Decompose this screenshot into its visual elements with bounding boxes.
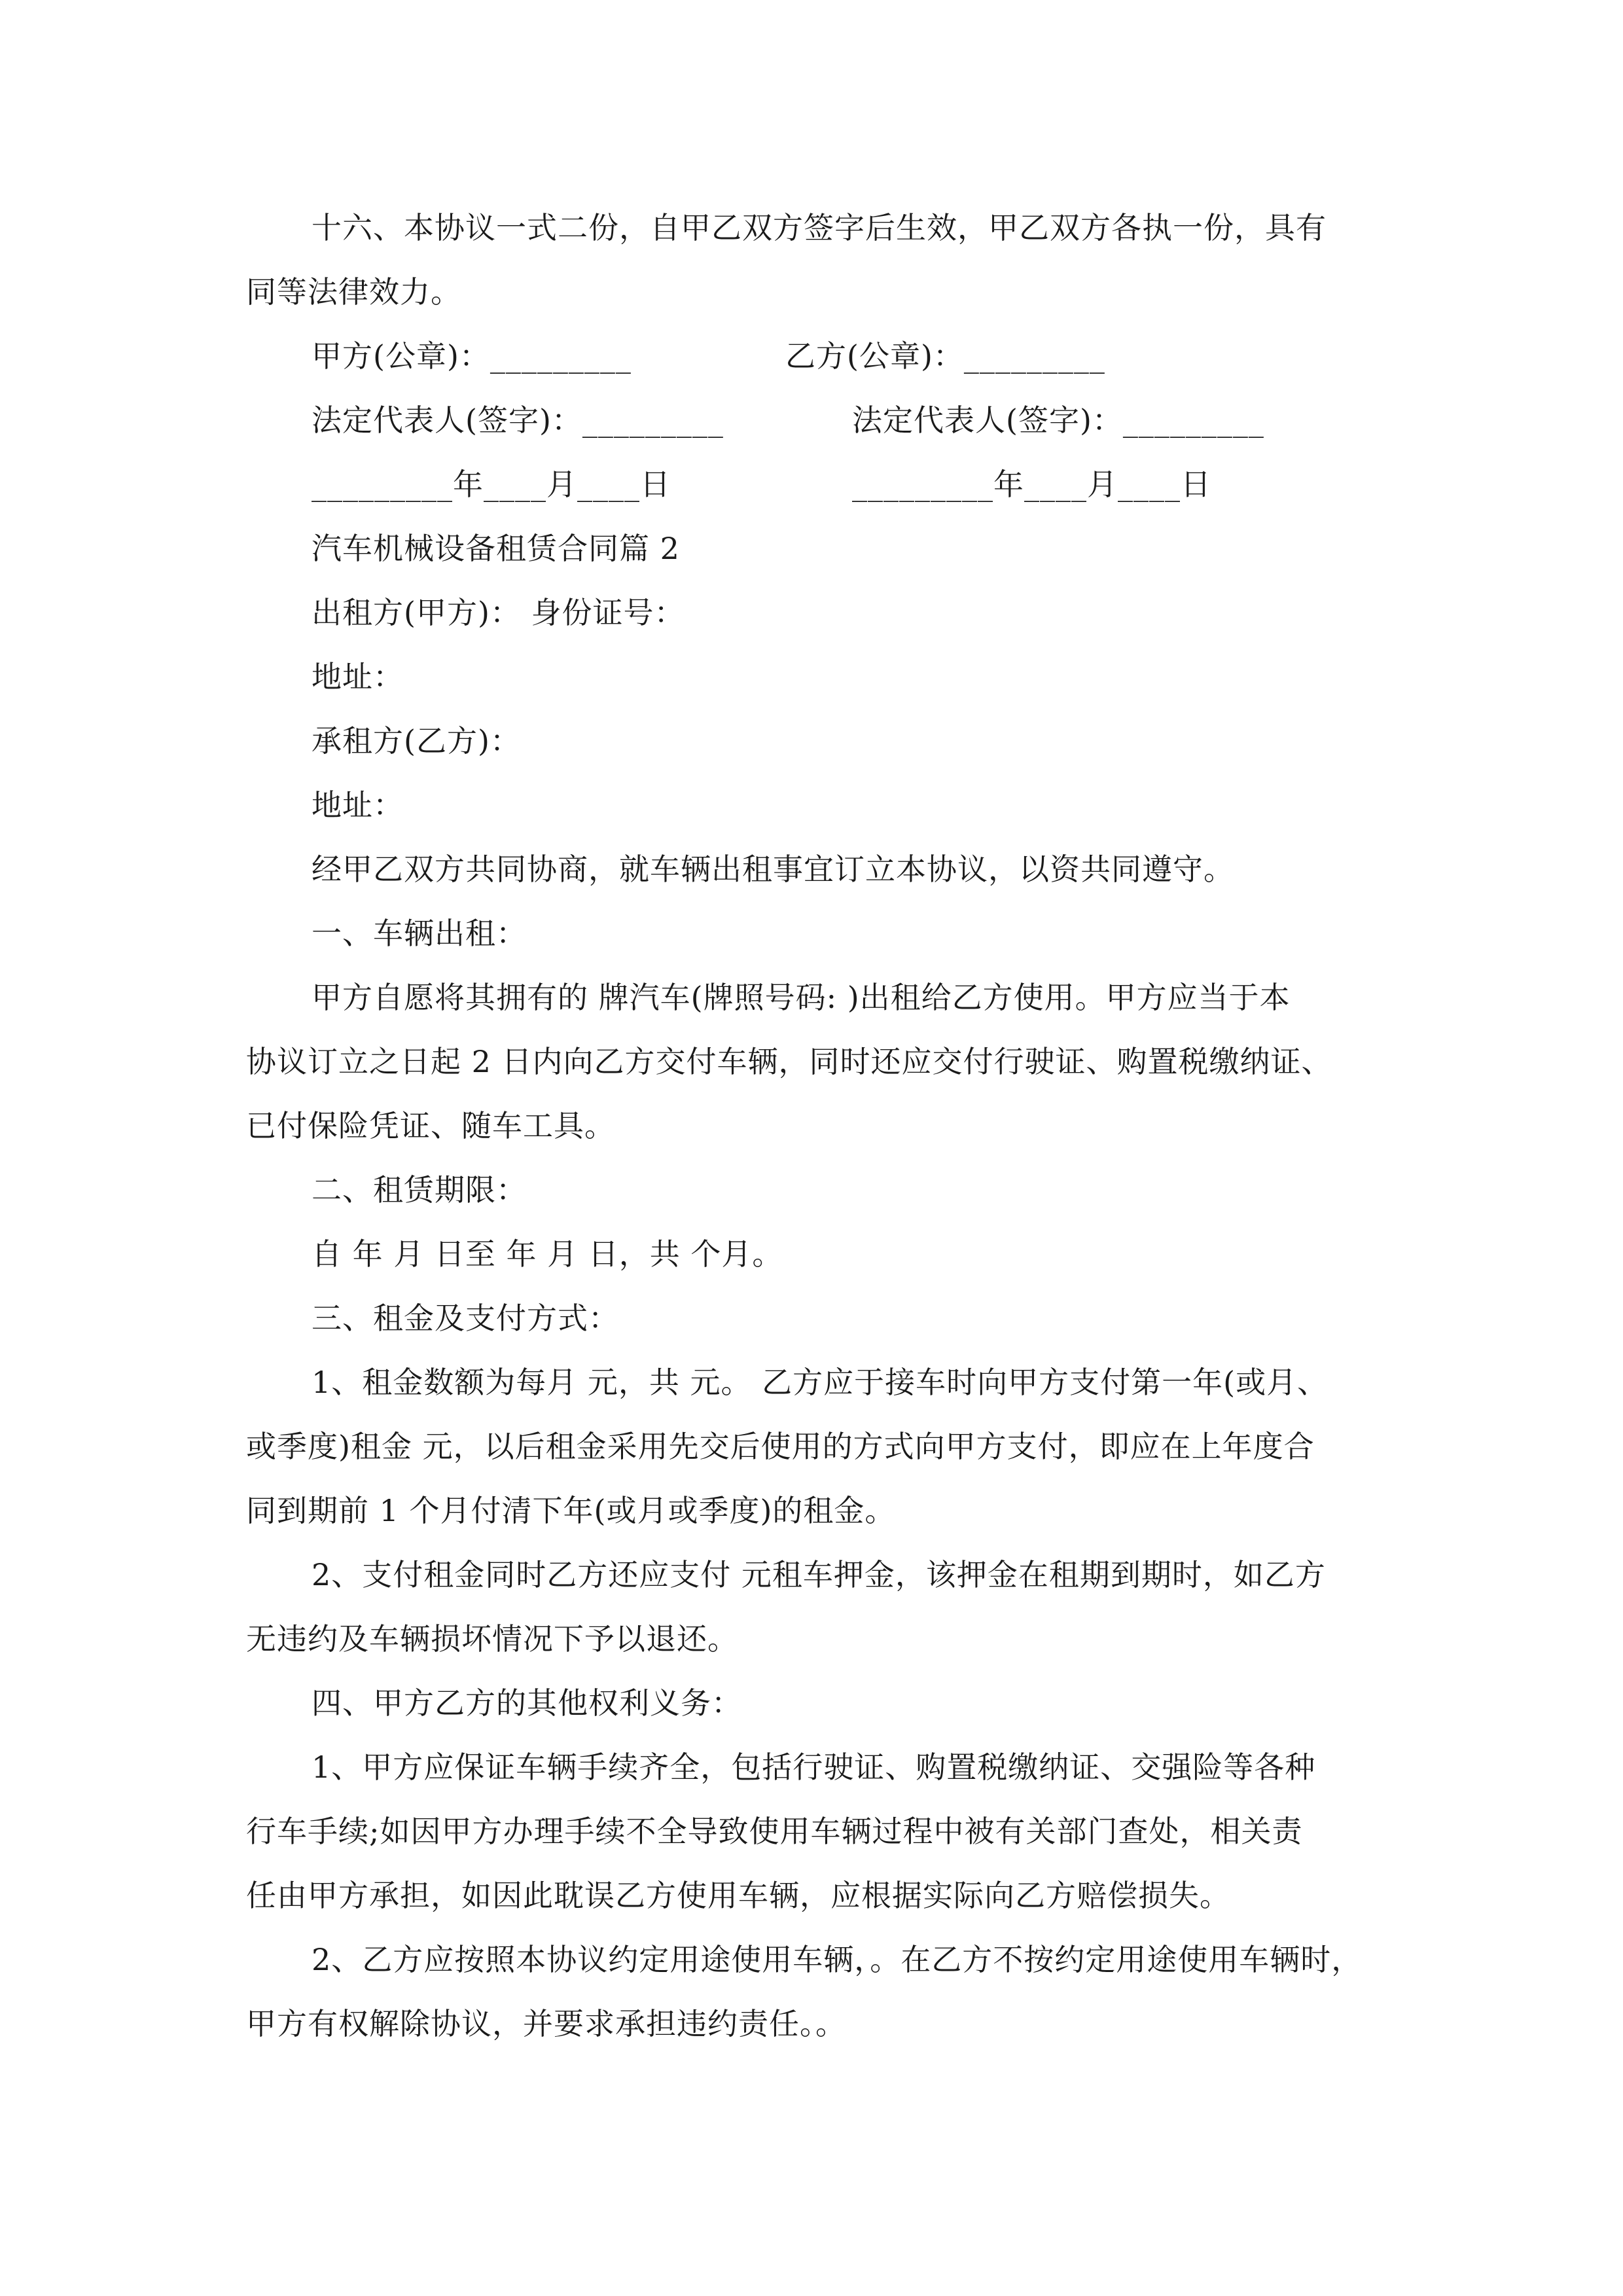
- lessee-line: 承租方(乙方)：: [312, 723, 521, 759]
- section-3-item-2-line-1: 2、支付租金同时乙方还应支付 元租车押金，该押金在租期到期时，如乙方: [312, 1557, 1326, 1592]
- section-1-line-2: 协议订立之日起 2 日内向乙方交付车辆，同时还应交付行驶证、购置税缴纳证、: [246, 1044, 1332, 1079]
- section-4-item-1-line-1: 1、甲方应保证车辆手续齐全，包括行驶证、购置税缴纳证、交强险等各种: [312, 1749, 1316, 1785]
- section-3-item-1-line-2: 或季度)租金 元，以后租金采用先交后使用的方式向甲方支付，即应在上年度合: [246, 1429, 1315, 1464]
- clause-16-line-1: 十六、本协议一式二份，自甲乙双方签字后生效，甲乙双方各执一份，具有: [312, 210, 1327, 245]
- party-b-seal-field: 乙方(公章)：_________: [785, 338, 1105, 374]
- section-4-item-1-line-3: 任由甲方承担，如因此耽误乙方使用车辆，应根据实际向乙方赔偿损失。: [246, 1878, 1230, 1913]
- section-3-heading: 三、租金及支付方式：: [312, 1300, 619, 1336]
- party-b-date-field: _________年____月____日: [852, 467, 1211, 502]
- contract-2-title: 汽车机械设备租赁合同篇 2: [312, 531, 680, 566]
- section-1-line-3: 已付保险凭证、随车工具。: [246, 1108, 615, 1143]
- section-4-item-1-line-2: 行车手续;如因甲方办理手续不全导致使用车辆过程中被有关部门查处，相关责: [246, 1814, 1303, 1849]
- lessor-line: 出租方(甲方)： 身份证号：: [312, 595, 685, 630]
- section-2-heading: 二、租赁期限：: [312, 1172, 527, 1208]
- section-4-item-2-line-1: 2、乙方应按照本协议约定用途使用车辆，。在乙方不按约定用途使用车辆时，: [312, 1942, 1363, 1977]
- section-4-heading: 四、甲方乙方的其他权利义务：: [312, 1685, 742, 1721]
- party-a-representative-field: 法定代表人(签字)：_________: [312, 403, 724, 438]
- section-3-item-2-line-2: 无违约及车辆损坏情况下予以退还。: [246, 1621, 738, 1657]
- party-a-date-field: _________年____月____日: [312, 467, 671, 502]
- section-1-line-1: 甲方自愿将其拥有的 牌汽车(牌照号码: )出租给乙方使用。甲方应当于本: [312, 980, 1291, 1015]
- clause-16-line-2: 同等法律效力。: [246, 274, 461, 310]
- lessor-address-line: 地址：: [312, 659, 404, 694]
- section-3-item-1-line-3: 同到期前 1 个月付清下年(或月或季度)的租金。: [246, 1493, 896, 1528]
- party-b-representative-field: 法定代表人(签字)：_________: [852, 403, 1264, 438]
- section-3-item-1-line-1: 1、租金数额为每月 元，共 元。 乙方应于接车时向甲方支付第一年(或月、: [312, 1365, 1329, 1400]
- section-1-heading: 一、车辆出租：: [312, 916, 527, 951]
- section-2-line-1: 自 年 月 日至 年 月 日，共 个月。: [312, 1236, 783, 1272]
- lessee-address-line: 地址：: [312, 787, 404, 823]
- intro-paragraph: 经甲乙双方共同协商，就车辆出租事宜订立本协议，以资共同遵守。: [312, 852, 1234, 887]
- section-4-item-2-line-2: 甲方有权解除协议，并要求承担违约责任。。: [246, 2006, 846, 2041]
- party-a-seal-field: 甲方(公章)：_________: [312, 338, 632, 374]
